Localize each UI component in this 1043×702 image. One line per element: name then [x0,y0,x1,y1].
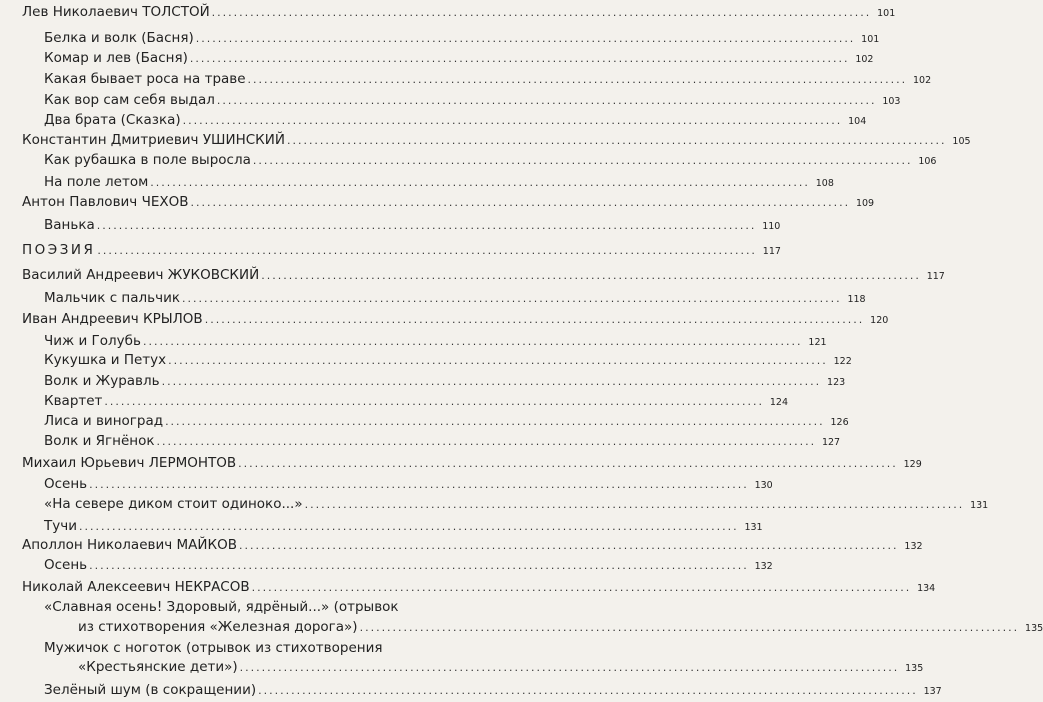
toc-leader-dots: ........................................................................................................................ [150,176,810,189]
toc-title: Как вор сам себя выдал [44,92,215,108]
toc-leader-dots: ........................................................................................................................ [89,559,749,572]
toc-entry [22,265,945,287]
toc-page-number: 118 [847,294,866,305]
toc-leader-dots: ........................................................................................................................ [251,581,912,594]
toc-leader-dots: ........................................................................................................................ [104,395,765,408]
toc-page-number: 101 [877,8,896,19]
toc-title: Зелёный шум (в сокращении) [44,682,257,698]
toc-title: Осень [44,557,88,573]
toc-page-number: 105 [952,136,971,147]
toc-entry [44,172,834,194]
toc-author: ПОЭЗИЯ [22,242,96,258]
toc-entry [22,535,923,557]
toc-title: из стихотворения «Железная дорога») [78,619,358,635]
toc-entry [44,431,841,453]
toc-entry [22,192,875,214]
toc-leader-dots: ........................................................................................................................ [168,354,828,367]
toc-leader-dots: ........................................................................................................................ [211,6,872,19]
toc-page-number: 104 [848,116,867,127]
toc-entry [44,28,880,50]
toc-leader-dots: ........................................................................................................................ [161,375,822,388]
toc-title: Два брата (Сказка) [44,112,181,128]
toc-page-number: 102 [855,54,874,65]
toc-page-number: 102 [913,75,932,86]
toc-leader-dots: ........................................................................................................................ [189,52,850,65]
toc-leader-dots: ........................................................................................................................ [238,457,898,470]
toc-title: Мужичок с ноготок (отрывок из стихотворения [44,640,383,656]
toc-entry [44,48,874,70]
toc-title: Квартет [44,393,103,409]
toc-title: «На севере диком стоит одиноко...» [44,496,303,512]
toc-title: Лиса и виноград [44,413,164,429]
toc-title: Кукушка и Петух [44,352,167,368]
toc-entry [44,150,937,172]
toc-page-number: 110 [762,221,781,232]
toc-page-number: 131 [970,500,989,511]
toc-leader-dots: ........................................................................................................................ [165,415,825,428]
toc-author: Василий Андреевич ЖУКОВСКИЙ [22,267,260,283]
toc-leader-dots: ........................................................................................................................ [190,196,851,209]
toc-author: Николай Алексеевич НЕКРАСОВ [22,579,250,595]
toc-leader-dots: ........................................................................................................................ [182,292,842,305]
toc-page-number: 123 [827,377,846,388]
toc-author: Лев Николаевич ТОЛСТОЙ [22,4,210,20]
toc-entry [44,680,942,702]
toc-title: Как рубашка в поле выросла [44,152,251,168]
toc-leader-dots: ........................................................................................................................ [182,114,843,127]
toc-leader-dots: ........................................................................................................................ [238,539,899,552]
toc-page-number: 127 [821,437,841,448]
toc-entry [44,494,989,516]
toc-leader-dots: ........................................................................................................................ [97,244,757,257]
toc-page-number: 106 [918,156,937,167]
toc-page-number: 132 [754,561,773,572]
toc-title: Осень [44,476,88,492]
toc-leader-dots: ........................................................................................................................ [261,269,921,282]
toc-title: Волк и Ягнёнок [44,433,155,449]
toc-leader-dots: ........................................................................................................................ [286,134,947,147]
toc-leader-dots: ........................................................................................................................ [359,621,1020,634]
toc-leader-dots: ........................................................................................................................ [89,478,749,491]
toc-entry [22,453,922,475]
toc-leader-dots: ........................................................................................................................ [204,313,865,326]
toc-leader-dots: ........................................................................................................................ [79,520,739,533]
toc-entry [22,240,781,262]
toc-author: Михаил Юрьевич ЛЕРМОНТОВ [22,455,237,471]
toc-title: На поле летом [44,174,149,190]
toc-entry [22,309,889,331]
toc-title: Белка и волк (Басня) [44,30,194,46]
toc-entry [44,371,846,393]
toc-page-number: 117 [926,271,945,282]
toc-entry [44,110,867,132]
toc-title: «Крестьянские дети») [78,659,238,675]
toc-page-number: 124 [769,397,789,408]
toc-page-number: 135 [905,663,924,674]
toc-leader-dots: ........................................................................................................................ [239,661,900,674]
toc-entry [22,130,971,152]
toc-title: Ванька [44,217,95,233]
toc-entry [44,555,773,577]
toc-entry [44,69,932,91]
toc-leader-dots: ........................................................................................................................ [195,32,856,45]
toc-leader-dots: ........................................................................................................................ [96,219,757,232]
toc-title: Мальчик с пальчик [44,290,181,306]
toc-title: Тучи [44,518,77,534]
toc-leader-dots: ........................................................................................................................ [247,73,908,86]
toc-page-number: 130 [754,480,773,491]
toc-title: Чиж и Голубь [44,333,141,349]
toc-entry [44,638,518,658]
toc-page-number: 126 [830,417,849,428]
toc-leader-dots: ........................................................................................................................ [142,335,803,348]
toc-page-number: 122 [833,356,852,367]
toc-page-number: 134 [917,583,936,594]
toc-page-number: 120 [870,315,889,326]
toc-leader-dots: ........................................................................................................................ [156,435,817,448]
toc-page-number: 131 [744,522,763,533]
toc-page-number: 103 [882,96,901,107]
toc-entry [78,617,1043,639]
toc-author: Антон Павлович ЧЕХОВ [22,194,189,210]
toc-entry [44,597,518,617]
toc-entry [22,2,896,24]
toc-page-number: 121 [808,337,827,348]
toc-entry [44,391,789,413]
toc-title: Какая бывает роса на траве [44,71,246,87]
toc-entry [78,657,924,679]
toc-page-number: 137 [923,686,942,697]
toc-author: Иван Андреевич КРЫЛОВ [22,311,203,327]
toc-page-number: 108 [815,178,834,189]
toc-leader-dots: ........................................................................................................................ [216,94,877,107]
toc-leader-dots: ........................................................................................................................ [252,154,913,167]
toc-leader-dots: ........................................................................................................................ [258,684,918,697]
toc-page-number: 117 [762,246,781,257]
toc-entry [44,474,773,496]
toc-entry [22,577,936,599]
toc-title: Комар и лев (Басня) [44,50,188,66]
toc-page-number: 109 [855,198,875,209]
toc-entry [44,411,849,433]
toc-entry [44,350,852,372]
toc-page-number: 135 [1025,623,1043,634]
toc-entry [44,288,866,310]
toc-leader-dots: ........................................................................................................................ [304,498,965,511]
toc-entry [44,90,901,112]
toc-author: Аполлон Николаевич МАЙКОВ [22,537,237,553]
toc-title: Волк и Журавль [44,373,160,389]
toc-title: «Славная осень! Здоровый, ядрёный...» (отрывок [44,599,399,615]
toc-page-number: 132 [904,541,923,552]
toc-page-number: 101 [861,34,880,45]
toc-author: Константин Дмитриевич УШИНСКИЙ [22,132,285,148]
toc-entry [44,215,781,237]
toc-page-number: 129 [903,459,922,470]
